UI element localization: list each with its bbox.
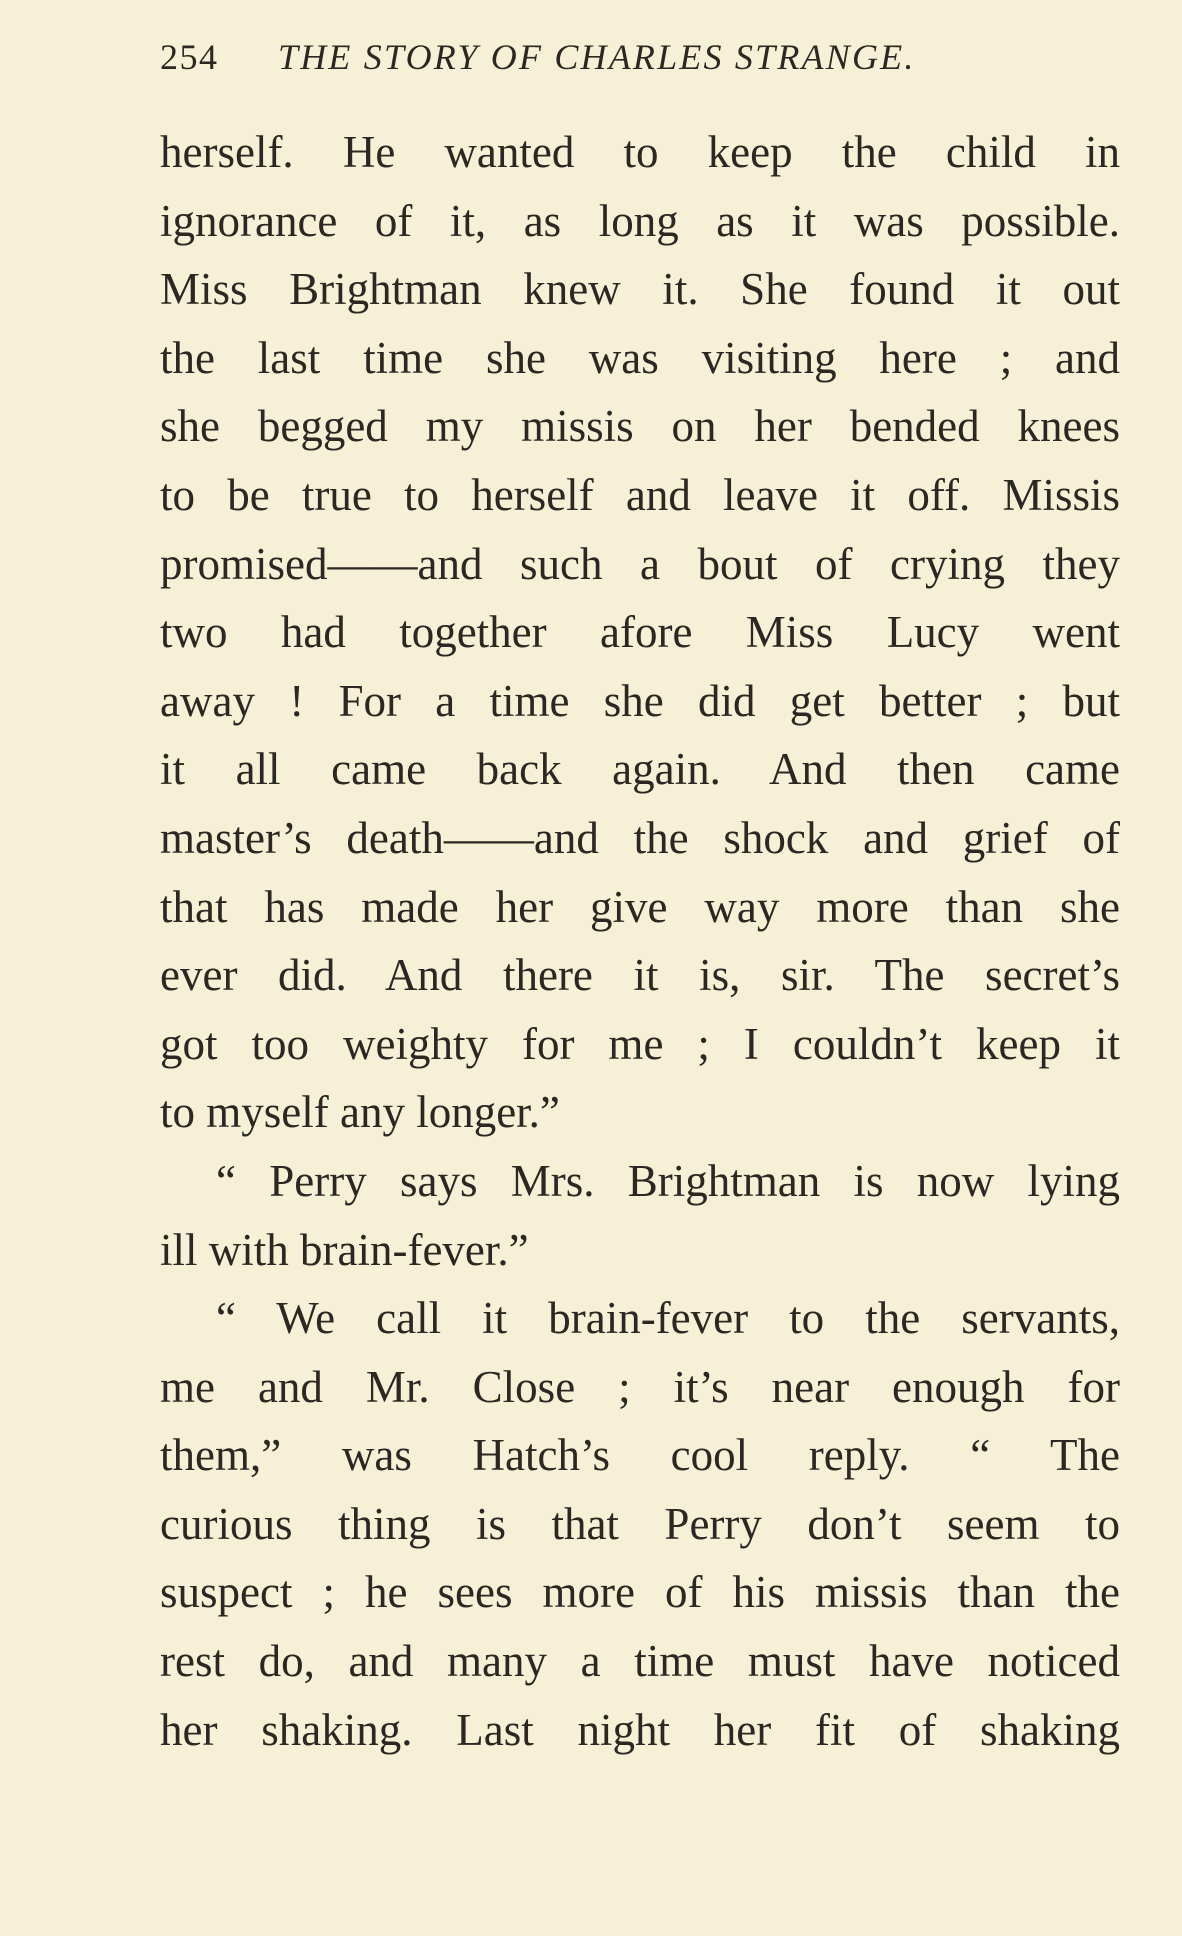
text-line: promised——and such a bout of crying they xyxy=(160,538,1120,589)
text-line: to be true to herself and leave it off. Missis xyxy=(160,469,1120,520)
text-line: rest do, and many a time must have noticed xyxy=(160,1636,1120,1687)
text-line: Miss Brightman knew it. She found it out xyxy=(160,264,1120,315)
text-line: me and Mr. Close ; it’s near enough for xyxy=(160,1361,1120,1412)
text-line: that has made her give way more than she xyxy=(160,881,1120,932)
text-line: “ Perry says Mrs. Brightman is now lying xyxy=(216,1155,1120,1206)
text-line: “ We call it brain-fever to the servants, xyxy=(216,1293,1120,1344)
text-line: ill with brain-fever.” xyxy=(160,1224,529,1275)
text-line: suspect ; he sees more of his missis than the xyxy=(160,1567,1120,1618)
page-number: 254 xyxy=(160,37,219,77)
text-line: ever did. And there it is, sir. The secret’s xyxy=(160,950,1120,1001)
text-line: she begged my missis on her bended knees xyxy=(160,401,1120,452)
text-line: her shaking. Last night her fit of shaking xyxy=(160,1704,1120,1755)
text-line: them,” was Hatch’s cool reply. “ The xyxy=(160,1430,1120,1481)
text-line: two had together afore Miss Lucy went xyxy=(160,607,1120,658)
body-text xyxy=(160,118,1120,1764)
running-head xyxy=(160,36,1120,96)
text-line: it all came back again. And then came xyxy=(160,744,1120,795)
text-line: ignorance of it, as long as it was possible. xyxy=(160,195,1120,246)
running-title: THE STORY OF CHARLES STRANGE. xyxy=(278,37,916,77)
text-line: got too weighty for me ; I couldn’t keep it xyxy=(160,1018,1120,1069)
text-line: the last time she was visiting here ; and xyxy=(160,332,1120,383)
text-line: herself. He wanted to keep the child in xyxy=(160,127,1120,177)
text-line: curious thing is that Perry don’t seem to xyxy=(160,1498,1120,1549)
text-line: away ! For a time she did get better ; but xyxy=(160,675,1120,726)
text-line: to myself any longer.” xyxy=(160,1087,560,1138)
text-line: master’s death——and the shock and grief of xyxy=(160,812,1120,863)
